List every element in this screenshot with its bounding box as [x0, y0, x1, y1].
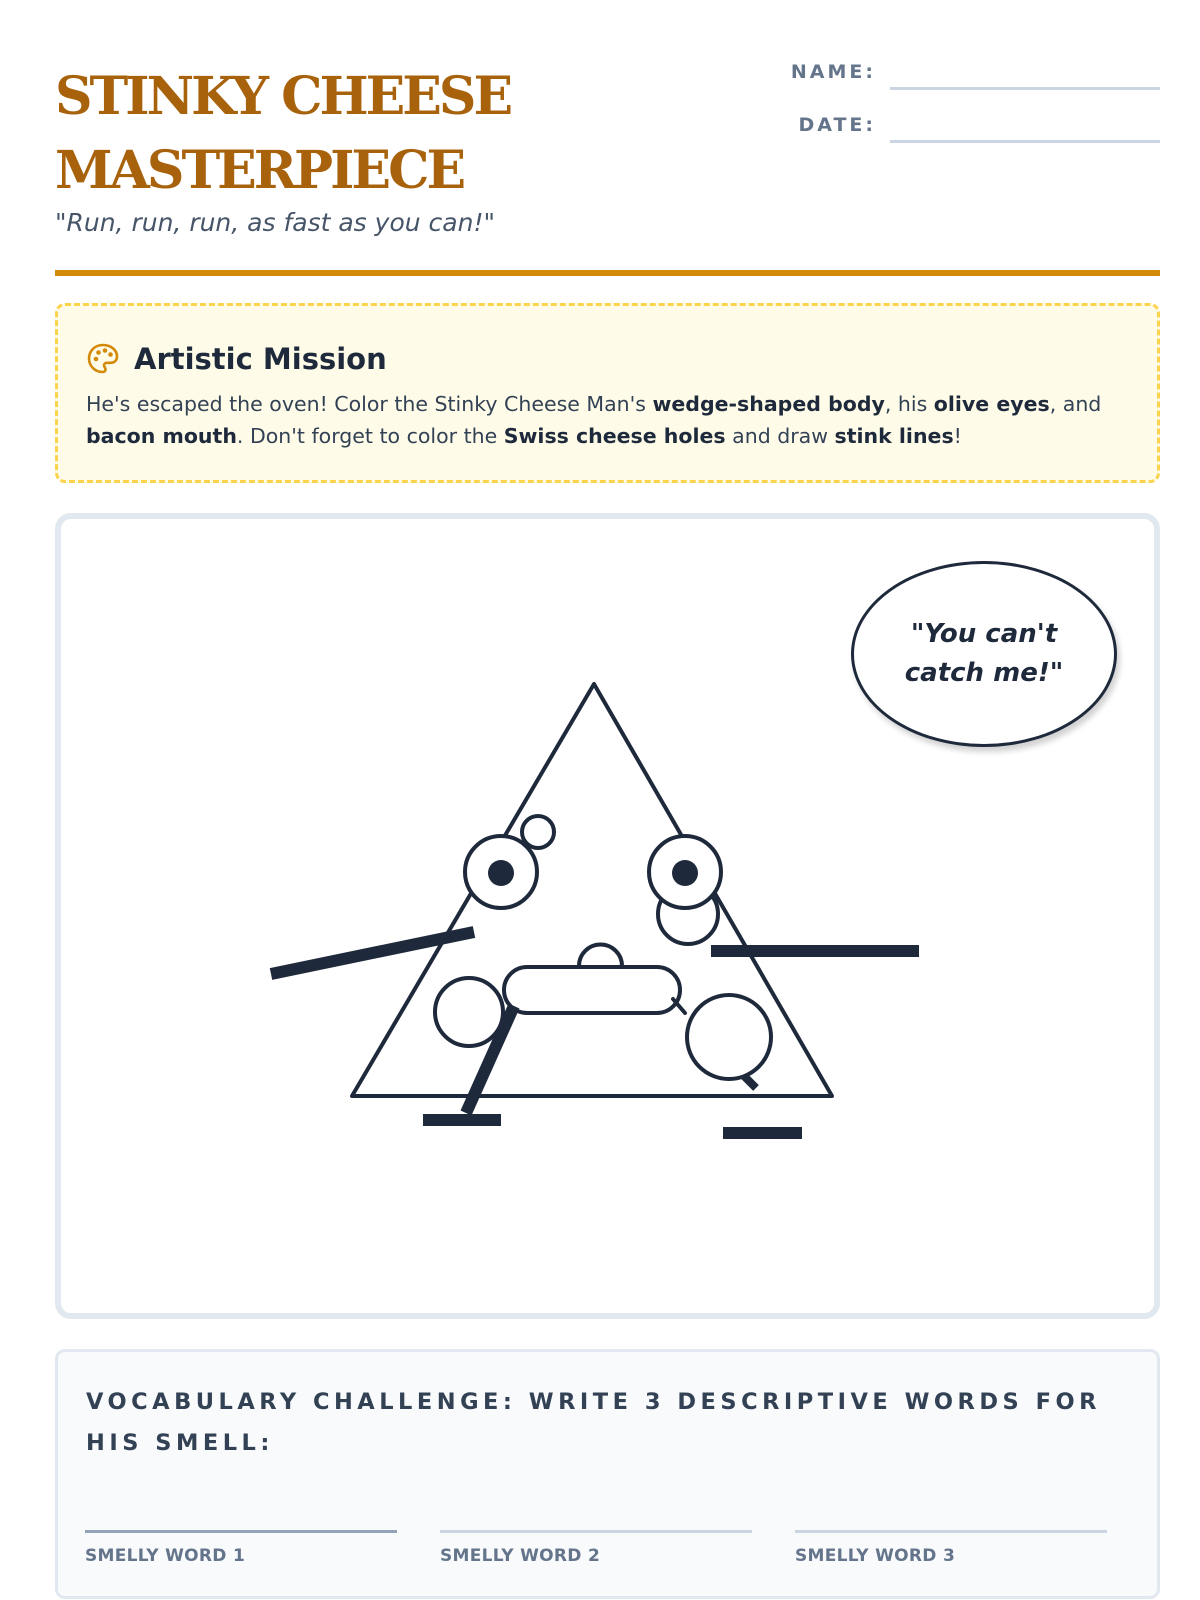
title-line-1: STINKY CHEESE [55, 66, 511, 127]
vocabulary-title: VOCABULARY CHALLENGE: WRITE 3 DESCRIPTIVE WORDS FOR HIS SMELL: [86, 1389, 1101, 1456]
speech-bubble [851, 561, 1117, 747]
word-slot-1[interactable] [85, 1530, 397, 1566]
name-write-line[interactable] [890, 87, 1160, 90]
word-slot-2[interactable] [440, 1530, 752, 1566]
bacon-mouth [504, 967, 680, 1013]
mission-highlight-stink: stink lines [834, 424, 954, 448]
mission-highlight-mouth: bacon mouth [86, 424, 237, 448]
header-divider [55, 270, 1160, 276]
word-slot-label: SMELLY WORD 2 [440, 1546, 601, 1566]
mission-text-part: . Don't forget to color the [236, 424, 504, 448]
mission-instructions [86, 388, 1136, 452]
mission-highlight-body: wedge-shaped body [652, 392, 885, 416]
page-subtitle: "Run, run, run, as fast as you can!" [55, 208, 495, 237]
name-field-row [791, 60, 1160, 84]
mission-text-part: ! [953, 424, 962, 448]
word-write-line[interactable] [85, 1530, 397, 1533]
word-slot-label: SMELLY WORD 1 [85, 1546, 246, 1566]
pupil-right [672, 860, 698, 886]
date-label: DATE: [798, 114, 876, 136]
hand-right [687, 995, 771, 1079]
mission-highlight-eyes: olive eyes [933, 392, 1050, 416]
word-write-line[interactable] [795, 1530, 1107, 1533]
mission-text-part: and draw [725, 424, 835, 448]
palette-icon [86, 342, 120, 376]
worksheet-header [55, 60, 1160, 280]
word-slot-3[interactable] [795, 1530, 1107, 1566]
mission-title: Artistic Mission [134, 342, 387, 376]
hand-left [435, 978, 503, 1046]
word-write-line[interactable] [440, 1530, 752, 1533]
cheese-hole [579, 945, 622, 967]
mission-heading [86, 342, 387, 376]
arm-left [271, 932, 474, 974]
title-line-2: MASTERPIECE [55, 140, 464, 201]
name-label: NAME: [790, 61, 876, 83]
date-field-row [798, 113, 1160, 137]
coloring-canvas[interactable] [55, 513, 1160, 1319]
mission-text-part: , his [884, 392, 934, 416]
leg-right-stub [744, 1076, 756, 1088]
date-write-line[interactable] [890, 140, 1160, 143]
pupil-left [488, 860, 514, 886]
vocabulary-challenge [55, 1349, 1160, 1599]
mission-box [55, 303, 1160, 483]
mission-highlight-holes: Swiss cheese holes [503, 424, 726, 448]
mission-text-part: , and [1049, 392, 1102, 416]
word-slot-label: SMELLY WORD 3 [795, 1546, 956, 1566]
page-title [55, 60, 675, 208]
speech-bubble-text: "You can't catch me!" [904, 619, 1064, 688]
mission-text-part: He's escaped the oven! Color the Stinky Cheese Man's [86, 392, 653, 416]
cheese-hole [522, 816, 554, 848]
